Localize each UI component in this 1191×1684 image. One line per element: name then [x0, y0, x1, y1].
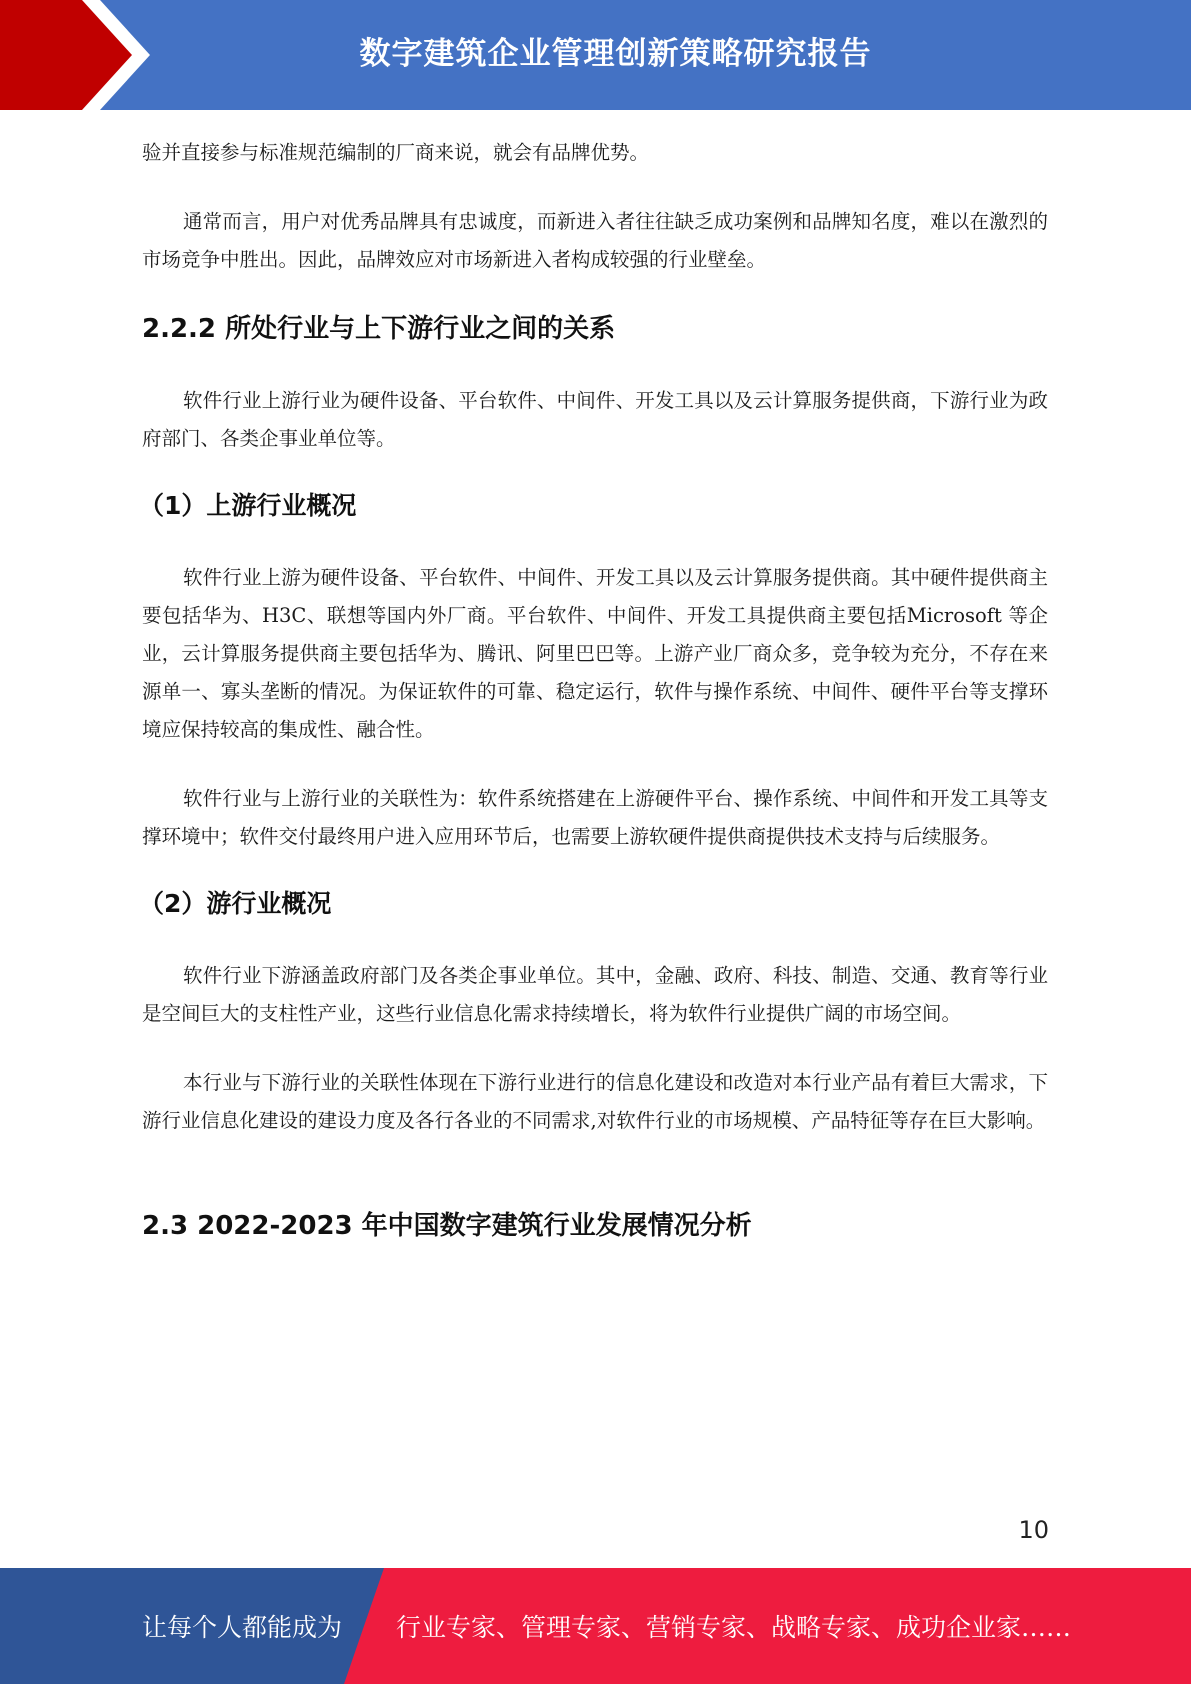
- paragraph-brand-loyalty: 通常而言，用户对优秀品牌具有忠诚度，而新进入者往往缺乏成功案例和品牌知名度，难以在激烈的市场竞争中胜出。因此，品牌效应对市场新进入者构成较强的行业壁垒。: [142, 210, 1048, 271]
- paragraph-upstream-downstream: 软件行业上游行业为硬件设备、平台软件、中间件、开发工具以及云计算服务提供商，下游行业为政府部门、各类企事业单位等。: [142, 389, 1048, 450]
- page-footer: [0, 1568, 1191, 1684]
- section-heading-2-2-2: 2.2.2 所处行业与上下游行业之间的关系: [142, 314, 616, 344]
- paragraph-upstream-overview: 软件行业上游为硬件设备、平台软件、中间件、开发工具以及云计算服务提供商。其中硬件提供商主要包括华为、H3C、联想等国内外厂商。平台软件、中间件、开发工具提供商主要包括Microsoft 等企业，云计算服务提供商主要包括华为、腾讯、阿里巴巴等。上游产业厂商众多，竞争较为充分，不存在来源单一、寡头垄断的情况。为保证软件的可靠、稳定运行，软件与操作系统、中间件、硬件平台等支撑环境应保持较高的集成性、融合性。: [142, 566, 1048, 741]
- page-number: 10: [1018, 1516, 1049, 1544]
- page-header: [0, 0, 1191, 110]
- subheading-downstream: （2）游行业概况: [139, 889, 332, 918]
- paragraph-upstream-relation: 软件行业与上游行业的关联性为：软件系统搭建在上游硬件平台、操作系统、中间件和开发工具等支撑环境中；软件交付最终用户进入应用环节后，也需要上游软硬件提供商提供技术支持与后续服务。: [142, 787, 1048, 848]
- paragraph-downstream-relation: 本行业与下游行业的关联性体现在下游行业进行的信息化建设和改造对本行业产品有着巨大需求，下游行业信息化建设的建设力度及各行各业的不同需求,对软件行业的市场规模、产品特征等存在巨大影响。: [142, 1071, 1048, 1132]
- page-content: [139, 134, 1048, 1246]
- paragraph-continuation: 验并直接参与标准规范编制的厂商来说，就会有品牌优势。: [142, 141, 650, 164]
- section-heading-2-3: 2.3 2022-2023 年中国数字建筑行业发展情况分析: [142, 1211, 752, 1241]
- paragraph-downstream-overview: 软件行业下游涵盖政府部门及各类企事业单位。其中，金融、政府、科技、制造、交通、教育等行业是空间巨大的支柱性产业，这些行业信息化需求持续增长，将为软件行业提供广阔的市场空间。: [142, 964, 1048, 1025]
- subheading-upstream: （1）上游行业概况: [139, 491, 357, 520]
- report-title: 数字建筑企业管理创新策略研究报告: [359, 35, 872, 72]
- footer-slogan-left: 让每个人都能成为: [142, 1613, 343, 1642]
- footer-slogan-right: 行业专家、管理专家、营销专家、战略专家、成功企业家……: [396, 1613, 1072, 1642]
